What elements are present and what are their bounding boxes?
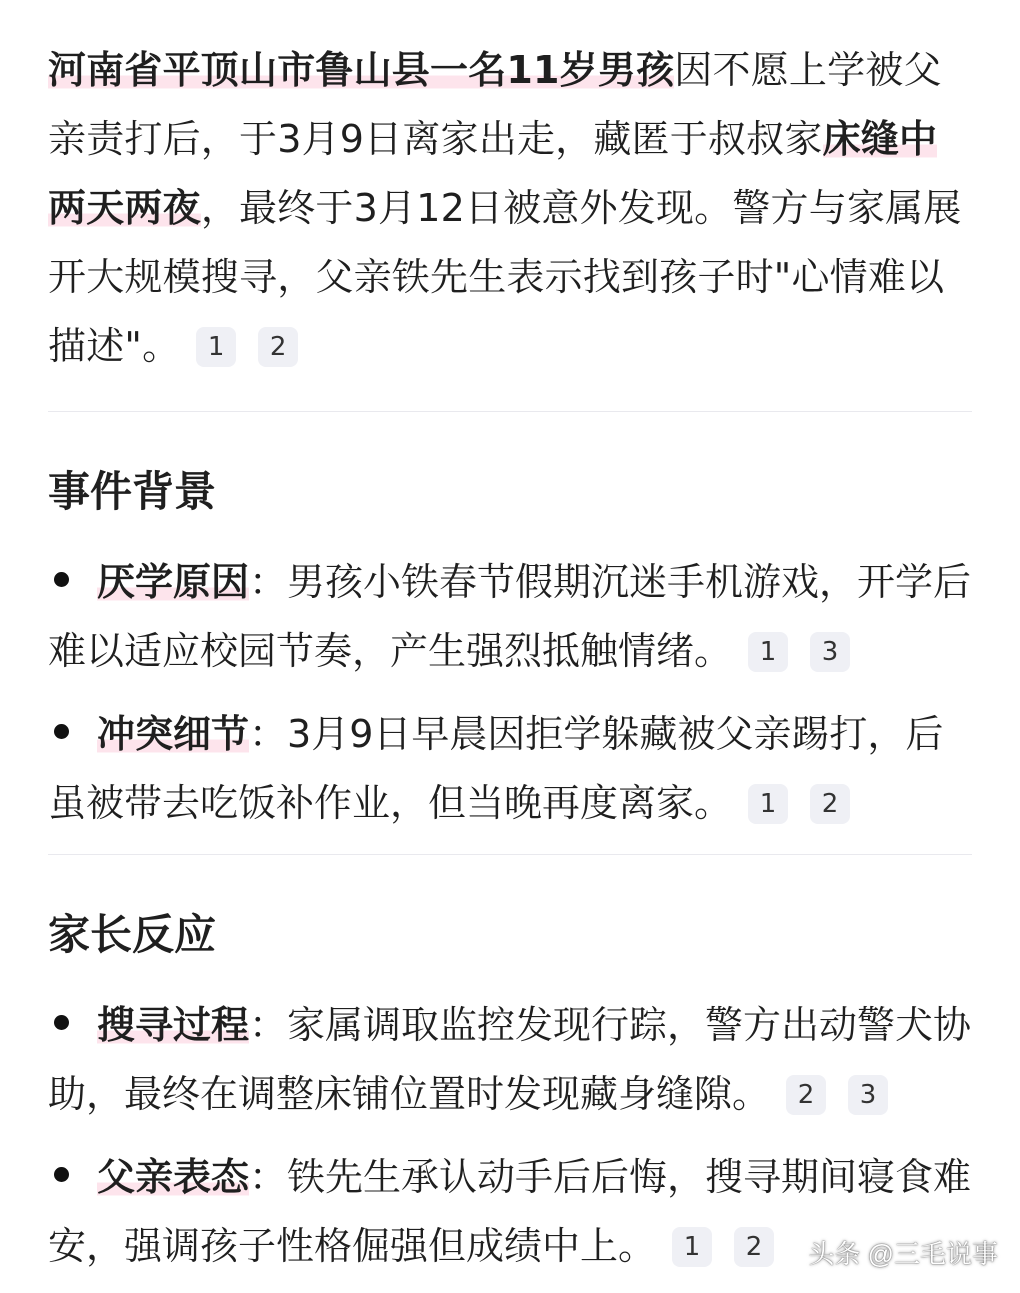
citation-badge[interactable]: 3: [848, 1075, 888, 1115]
intro-highlight-1: 河南省平顶山市鲁山县一名11岁男孩: [48, 48, 675, 92]
citation-badge[interactable]: 1: [672, 1227, 712, 1267]
citation-badge[interactable]: 1: [748, 632, 788, 672]
list-item: [48, 991, 972, 1129]
citation-badge[interactable]: 2: [786, 1075, 826, 1115]
section-title-parent-reaction: 家长反应: [48, 910, 217, 959]
intro-text-2: ，最终于3月12日被意外发现。警方与家属展开大规模搜寻，父亲铁先生表示找到孩子时"心情难以描述"。: [48, 186, 962, 368]
item-separator: ：: [249, 1003, 288, 1047]
intro-text-1: 因不愿上学被父亲责打后，于3月9日离家出走，藏匿于叔叔家: [48, 48, 942, 161]
item-text: 铁先生承认动手后后悔，搜寻期间寝食难安，强调孩子性格倔强但成绩中上。: [48, 1155, 972, 1268]
intro-paragraph: [48, 36, 972, 381]
item-label: 搜寻过程: [97, 1003, 250, 1047]
section-title-background: 事件背景: [48, 467, 217, 516]
item-label: 父亲表态: [97, 1155, 250, 1199]
article-content: [48, 36, 972, 1293]
item-text: 家属调取监控发现行踪，警方出动警犬协助，最终在调整床铺位置时发现藏身缝隙。: [48, 1003, 972, 1116]
intro-highlight-2: 床缝中两天两夜: [48, 117, 938, 230]
item-text: 男孩小铁春节假期沉迷手机游戏，开学后难以适应校园节奏，产生强烈抵触情绪。: [48, 560, 972, 673]
citation-badge[interactable]: 2: [810, 784, 850, 824]
item-separator: ：: [249, 712, 288, 756]
citation-badge[interactable]: 2: [258, 327, 298, 367]
item-text: 3月9日早晨因拒学躲藏被父亲踢打，后虽被带去吃饭补作业，但当晚再度离家。: [48, 712, 944, 825]
list-item: [48, 700, 972, 838]
bullet-icon: [54, 724, 69, 739]
item-separator: ：: [249, 1155, 288, 1199]
citation-badge[interactable]: 3: [810, 632, 850, 672]
bullet-icon: [54, 572, 69, 587]
citation-badge[interactable]: 1: [196, 327, 236, 367]
watermark: 头条 @三毛说事: [808, 1239, 998, 1269]
bullet-icon: [54, 1015, 69, 1030]
list-item: [48, 548, 972, 686]
section-divider: [48, 411, 972, 412]
section-divider: [48, 854, 972, 855]
citation-badge[interactable]: 2: [734, 1227, 774, 1267]
item-label: 冲突细节: [97, 712, 250, 756]
item-label: 厌学原因: [97, 560, 250, 604]
bullet-icon: [54, 1167, 69, 1182]
item-separator: ：: [249, 560, 288, 604]
citation-badge[interactable]: 1: [748, 784, 788, 824]
